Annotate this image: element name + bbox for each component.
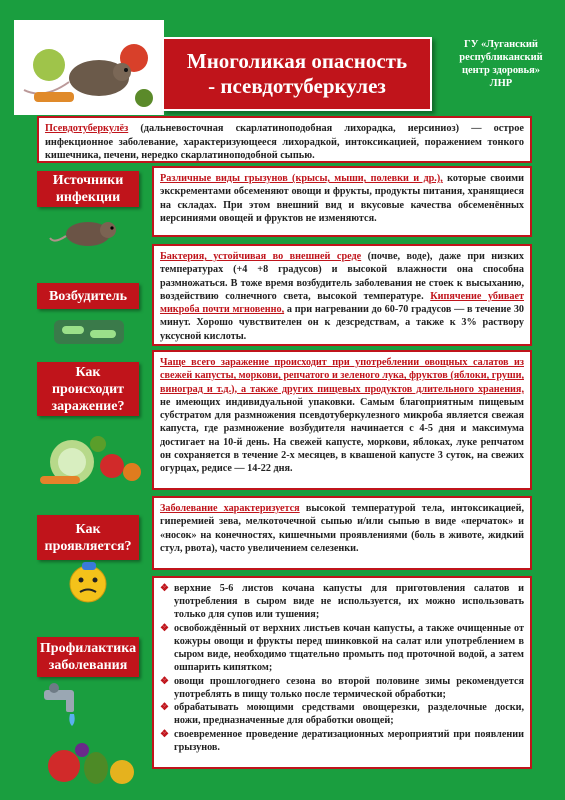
prevention-item: ❖ обрабатывать моющими средствами овощерезки, разделочные доски, ножи, предназначенные для обработки овощей;: [160, 701, 524, 727]
symptoms-text: высокой температурой тела, интоксикацией, гиперемией зева, мелкоточечной сыпью и/или сыпью в виде «перчаток» и «носок» на конечностях, кишечными проявлениями (боль в животе, жидкий стул, рвота), часто увеличением селезенки.: [160, 503, 524, 554]
org-line: центр здоровья»: [461, 65, 541, 76]
bacteria-icon: [50, 312, 128, 348]
label-symptoms: Как проявляется?: [37, 515, 139, 560]
label-infection: Как происходит заражение?: [37, 362, 139, 416]
org-line: ЛНР: [489, 78, 513, 89]
header-photo: [14, 20, 164, 115]
rat-icon: [48, 208, 128, 250]
pathogen-highlight-1: Бактерия, устойчивая во внешней среде: [160, 251, 362, 262]
rodent-vegetables-image: [14, 20, 164, 115]
prevention-item: ❖ верхние 5-6 листов кочана капусты для приготовления салатов и употребления в сыром виде не используется, их можно использовать только для супов или тушения;: [160, 582, 524, 621]
pathogen-text-1: (почве, воде), даже при низких температурах (+4 +8 градусов) и высокой влажности она способна размножаться. В тоже время возбудитель заболевания не стоек к высыханию, воздействию солнечного света, высокой температуре.: [160, 251, 524, 302]
label-sources: Источники инфекции: [37, 171, 139, 207]
label-prevention: Профилактика заболевания: [37, 637, 139, 677]
page-title: Многоликая опасность: [186, 49, 408, 73]
org-line: ГУ «Луганский: [464, 39, 538, 50]
label-pathogen: Возбудитель: [37, 283, 139, 309]
faucet-icon: [38, 680, 88, 730]
intro-text: (дальневосточная скарлатиноподобная лихорадка, иерсиниоз) — острое инфекционное заболевание, характеризующееся лихорадкой, интоксикацией, поражением тонкого кишечника, печени, нередко скарлатиноподобной сыпью.: [45, 123, 524, 161]
sources-box: [152, 166, 532, 237]
infection-highlight: Чаще всего заражение происходит при употреблении овощных салатов из свежей капусты, моркови, репчатого и зеленого лука, фруктов (яблоки, груши, виноград и т.д.), а также других пищевых продуктов длительного хранения,: [160, 357, 524, 395]
prevention-item: ❖ своевременное проведение дератизационных мероприятий при появлении грызунов.: [160, 728, 524, 754]
infection-box: [152, 350, 532, 490]
prevention-item: ❖ освобождённый от верхних листьев кочан капусты, а также очищенные от кожуры овощи и фрукты перед шинковкой на салат или употреблением в сыром виде, необходимо тщательно промыть под проточной водой, а затем ошпарить кипятком;: [160, 622, 524, 674]
pathogen-box: [152, 244, 532, 346]
title-banner: [162, 37, 432, 111]
page-subtitle: - псевдотуберкулез: [208, 74, 386, 98]
fruits-icon: [36, 732, 144, 792]
sources-text: которые своими экскрементами обсеменяют овощи и фрукты, продукты питания, хранящиеся на складах. При этом внешний вид и вкусовые качества обсеменённых иерсиниями овощей и фруктов не изменяются.: [160, 173, 524, 224]
intro-term: Псевдотуберкулёз: [45, 123, 129, 134]
prevention-box: [152, 576, 532, 769]
sick-emoji-icon: [66, 560, 110, 604]
infection-text: не имеющих индивидуальной упаковки. Самым благоприятным пищевым субстратом для размножения псевдотуберкулезного микроба является свежая капуста, где размножение возбудителя начинается с 4-5 дня и максимума достигает на 10-й день. На свежей капусте, моркови, яблоках, луке репчатом он сохраняется в течение 2-х месяцев, в квашеной капусте 3 суток, на свежих огурцах, редисе — 14-22 дня.: [160, 396, 524, 475]
prevention-item: ❖ овощи прошлогоднего сезона во второй половине зимы рекомендуется употреблять в пищу только после термической обработки;: [160, 675, 524, 701]
pathogen-text-2: а при нагревании до 60-70 градусов — в течение 30 минут. Хорошо чувствителен он к дезсредствам, а также к 3% раствору уксусной кислоты.: [160, 304, 525, 342]
sources-highlight: Различные виды грызунов (крысы, мыши, полевки и др.),: [160, 173, 443, 184]
prevention-list: [160, 582, 524, 754]
vegetables-icon: [32, 424, 150, 490]
symptoms-box: [152, 496, 532, 570]
intro-box: [37, 116, 532, 163]
symptoms-highlight: Заболевание характеризуется: [160, 503, 300, 514]
org-line: республиканский: [459, 52, 543, 63]
pathogen-highlight-2: Кипячение убивает микроба почти мгновенно,: [160, 290, 524, 316]
organization-info: [440, 38, 562, 90]
